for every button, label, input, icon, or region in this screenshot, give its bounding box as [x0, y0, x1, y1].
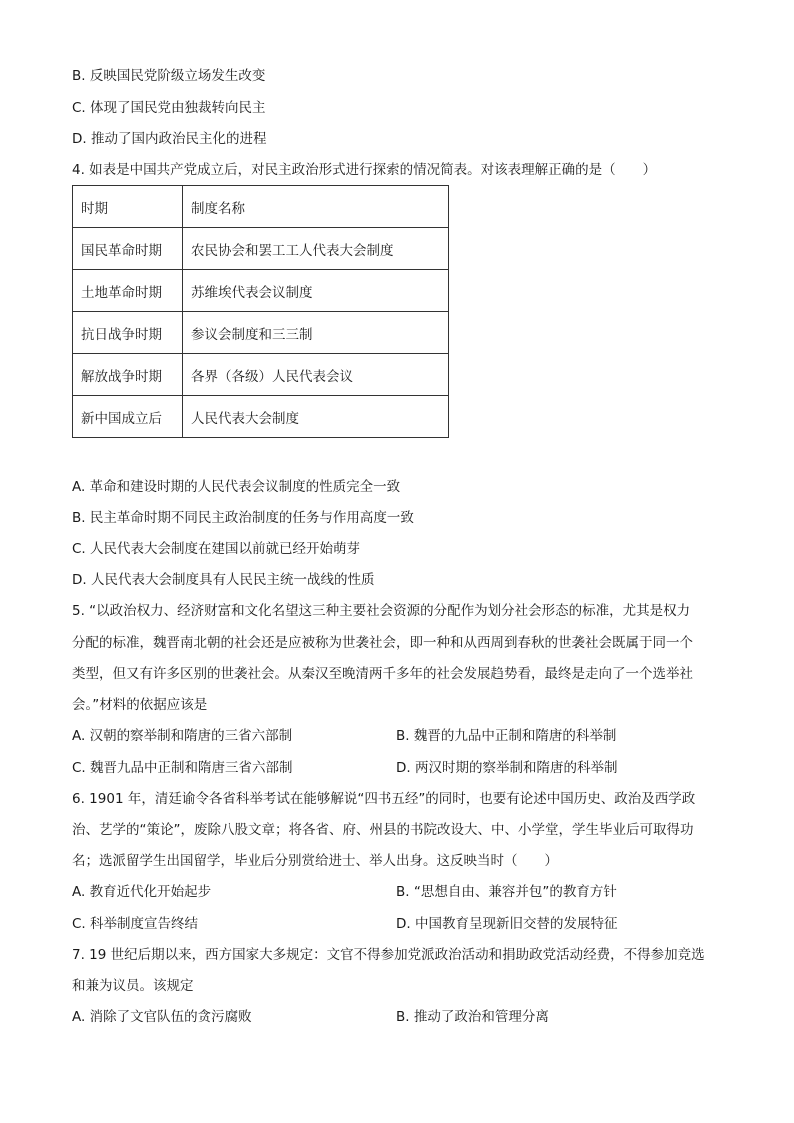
table-row — [73, 312, 449, 354]
table-cell: 人民代表大会制度 — [183, 396, 449, 438]
q7-option-b: B. 推动了政治和管理分离 — [396, 1009, 549, 1025]
q7-stem-line: 7. 19 世纪后期以来，西方国家大多规定：文官不得参加党派政治活动和捐助政党活动经费，不得参加竞选 — [72, 947, 705, 963]
table-cell: 国民革命时期 — [73, 228, 183, 270]
q4-option-a: A. 革命和建设时期的人民代表会议制度的性质完全一致 — [72, 479, 401, 495]
q7-option-a: A. 消除了文官队伍的贪污腐败 — [72, 1009, 252, 1025]
table-row — [73, 228, 449, 270]
q5-option-c: C. 魏晋九品中正制和隋唐三省六部制 — [72, 760, 293, 776]
q5-stem-line: 会。”材料的依据应该是 — [72, 697, 208, 713]
q6-stem-line: 名；选派留学生出国留学，毕业后分别赏给进士、举人出身。这反映当时（ ） — [72, 853, 558, 869]
q3-option-b: B. 反映国民党阶级立场发生改变 — [72, 68, 266, 84]
q5-option-a: A. 汉朝的察举制和隋唐的三省六部制 — [72, 728, 293, 744]
table-header-cell: 时期 — [73, 186, 183, 228]
q4-table — [72, 185, 449, 438]
q5-stem-line: 分配的标准，魏晋南北朝的社会还是应被称为世袭社会，即一种和从西周到春秋的世袭社会既属于同一个 — [72, 635, 693, 651]
table-cell: 农民协会和罢工工人代表大会制度 — [183, 228, 449, 270]
q6-option-c: C. 科举制度宣告终结 — [72, 916, 199, 932]
table-row — [73, 396, 449, 438]
table-cell: 抗日战争时期 — [73, 312, 183, 354]
q6-stem-line: 6. 1901 年，清廷谕令各省科举考试在能够解说“四书五经”的同时，也要有论述中国历史、政治及西学政 — [72, 791, 696, 807]
q7-stem-line: 和兼为议员。该规定 — [72, 978, 194, 994]
table-row — [73, 354, 449, 396]
table-header-cell: 制度名称 — [183, 186, 449, 228]
q6-option-a: A. 教育近代化开始起步 — [72, 884, 212, 900]
q6-option-d: D. 中国教育呈现新旧交替的发展特征 — [396, 916, 618, 932]
table-cell: 参议会制度和三三制 — [183, 312, 449, 354]
q5-stem-line: 5. “以政治权力、经济财富和文化名望这三种主要社会资源的分配作为划分社会形态的标准，尤其是权力 — [72, 603, 691, 619]
q6-stem-line: 治、艺学的“策论”，废除八股文章；将各省、府、州县的书院改设大、中、小学堂，学生毕业后可取得功 — [72, 822, 694, 838]
table-row — [73, 270, 449, 312]
table-cell: 新中国成立后 — [73, 396, 183, 438]
q3-option-d: D. 推动了国内政治民主化的进程 — [72, 131, 267, 147]
q4-option-d: D. 人民代表大会制度具有人民民主统一战线的性质 — [72, 572, 375, 588]
q5-stem-line: 类型，但又有许多区别的世袭社会。从秦汉至晚清两千多年的社会发展趋势看，最终是走向了一个选举社 — [72, 666, 693, 682]
table-cell: 土地革命时期 — [73, 270, 183, 312]
q4-option-b: B. 民主革命时期不同民主政治制度的任务与作用高度一致 — [72, 510, 414, 526]
q3-option-c: C. 体现了国民党由独裁转向民主 — [72, 100, 266, 116]
q6-option-b: B. “思想自由、兼容并包”的教育方针 — [396, 884, 617, 900]
table-cell: 各界（各级）人民代表会议 — [183, 354, 449, 396]
table-header-row — [73, 186, 449, 228]
q5-option-d: D. 两汉时期的察举制和隋唐的科举制 — [396, 760, 618, 776]
table-cell: 苏维埃代表会议制度 — [183, 270, 449, 312]
q4-option-c: C. 人民代表大会制度在建国以前就已经开始萌芽 — [72, 541, 361, 557]
table-cell: 解放战争时期 — [73, 354, 183, 396]
q4-stem: 4. 如表是中国共产党成立后，对民主政治形式进行探索的情况简表。对该表理解正确的是（ ） — [72, 162, 657, 178]
q5-option-b: B. 魏晋的九品中正制和隋唐的科举制 — [396, 728, 617, 744]
